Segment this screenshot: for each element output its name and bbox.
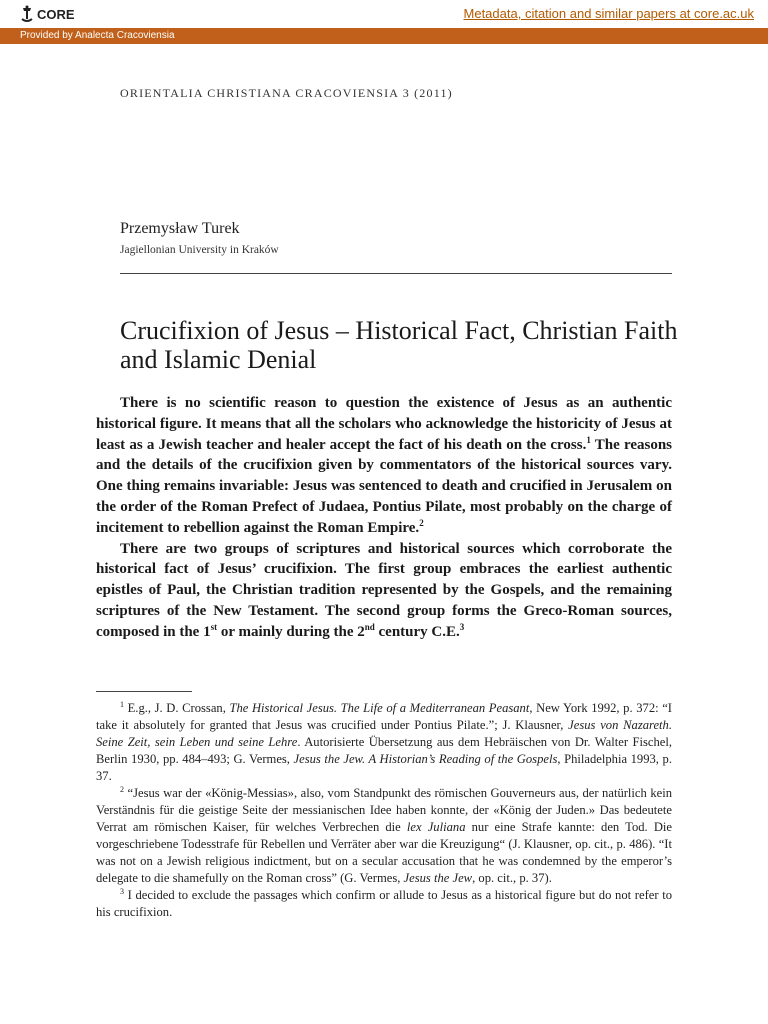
footnotes [96,700,672,921]
core-logo[interactable] [20,5,75,23]
footnote-1: $^1$ E.g., J. D. Crossan, The Historical Jesus. The Life of a Mediterranean Peasant, New York 1992, p. 372: “I take it absolutely for granted that Jesus was crucified under Pontius Pilate.”; J. Klausner, Jesus von Nazareth. Seine Zeit, sein Leben und seine Lehre. Autorisierte Übersetzung aus dem Hebräischen von Dr. Walter Fischel, Berlin 1930, pp. 484–493; G. Vermes, Jesus the Jew. A Historian’s Reading of the Gospels, Philadelphia 1993, p. 37. [96,699,672,783]
article-body [96,393,672,643]
core-metadata-link[interactable]: Metadata, citation and similar papers at core.ac.uk [463,6,754,21]
footnote-3: $^3$ I decided to exclude the passages which confirm or allude to Jesus as a historical figure but do not refer to his crucifixion. [96,886,672,919]
core-brand-label: CORE [37,6,75,22]
author-name: Przemysław Turek [120,220,240,237]
footnote-divider [96,691,192,692]
body-paragraph: There are two groups of scriptures and historical sources which corroborate the historical fact of Jesus’ crucifixion. The first group embraces the earliest authentic epistles of Paul, the Christian tradition represented by the Gospels, and the remaining scriptures of the New Testament. The second group forms the Greco-Roman sources, composed in the 1st or mainly during the 2nd century C.E.$^3$ [96,540,672,640]
footnote-2: $^2$ “Jesus war der «König-Messias», also, vom Standpunkt des römischen Gouverneurs aus, der natürlich kein Verständnis für die geistige Seite der messianischen Idee haben konnte, der «König der Juden.» Das bedeutete Verrat am römischen Kaiser, für welches Verbrechen die lex Juliana nur eine Strafe kannte: den Tod. Die vorgeschriebene Todesstrafe für Rebellen und Verräter aber war die Kreuzigung“ (J. Klausner, op. cit., p. 486). “It was not on a Jewish religious indictment, but on a secular accusation that he was condemned by the emperor’s delegate to die shamefully on the Roman cross” (G. Vermes, Jesus the Jew, op. cit., p. 37). [96,784,672,885]
body-paragraph: There is no scientific reason to question the existence of Jesus as an authentic historical figure. It means that all the scholars who acknowledge the historicity of Jesus at least as a Jewish teacher and healer accept the fact of his death on the cross.$^1$ The reasons and the details of the crucifixion given by commentators of the historical sources vary. One thing remains invariable: Jesus was sentenced to death and crucified in Jerusalem on the order of the Roman Prefect of Judaea, Pontius Pilate, most probably on the charge of incitement to rebellion against the Roman Empire.$^2$ [96,395,673,536]
article-title: Crucifixion of Jesus – Historical Fact, Christian Faith and Islamic Denial [120,316,678,374]
journal-header: ORIENTALIA CHRISTIANA CRACOVIENSIA 3 (2011) [120,86,453,100]
header-divider [120,273,672,274]
core-logo-icon [20,5,34,23]
footnote-ref[interactable]: 1 [586,434,591,445]
author-affiliation: Jagiellonian University in Kraków [120,244,279,256]
footnote-ref[interactable]: 3 [459,621,465,632]
core-header-bar [0,0,768,29]
footnote-ref[interactable]: 2 [419,517,424,528]
provided-by-bar: Provided by Analecta Cracoviensia [0,28,768,44]
